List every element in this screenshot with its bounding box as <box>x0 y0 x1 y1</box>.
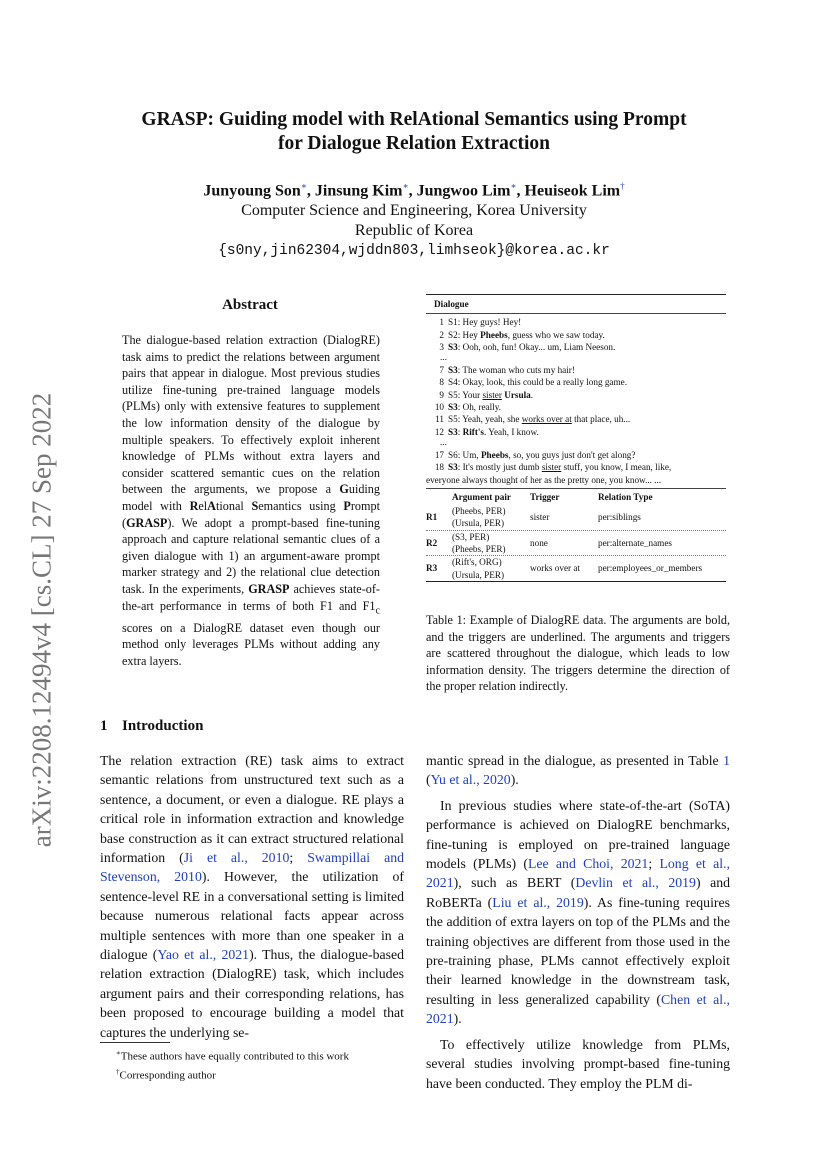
footnotes: ∗These authors have equally contributed to this work †Corresponding author <box>116 1049 349 1082</box>
model-name: GRASP <box>126 515 168 530</box>
trigger-cell: none <box>530 537 548 548</box>
citation-link[interactable]: Lee and Choi, 2021 <box>527 856 649 872</box>
equal-contribution-mark: ∗ <box>402 181 409 191</box>
intro-left-column: The relation extraction (RE) task aims to extract semantic relations from unstructured text such as a sentence, a document, or even a dialogue. RE plays a critical role in information extraction and knowledge base construction as it can extract structured relational information (Ji et al., 2010; Swampillai and Stevenson, 2010). However, the utilization of sentence-level RE in a conversational setting is limited because numerous relational facts appear across multiple sentences with more than one speaker in a dialogue (Yao et al., 2021). Thus, the dialogue-based relation extraction (DialogRE) task, which includes argument pairs and their corresponding relations, has been proposed to encourage building a model that captures the underlying se- <box>100 753 405 1040</box>
argument: Rift's <box>462 426 485 437</box>
author-emails: {s0ny,jin62304,wjddn803,limhseok}@korea.ac.kr <box>218 243 610 260</box>
table-1 <box>426 294 726 582</box>
argument-pair: (S3, PER) (Pheebs, PER) <box>452 531 506 555</box>
dialogue-line: 7 S3: The woman who cuts my hair! <box>439 365 575 376</box>
paper-title <box>100 108 728 156</box>
trigger: sister <box>482 389 502 400</box>
dialogue-line: 11 S5: Yeah, yeah, she works over at that place, uh... <box>435 414 631 425</box>
citation-link[interactable]: Devlin et al., 2019 <box>575 875 696 891</box>
table-reference-link[interactable]: 1 <box>723 753 730 768</box>
relation-id: R2 <box>426 537 438 548</box>
citation-link[interactable]: Ji et al., 2010 <box>183 850 290 866</box>
trigger-cell: works over at <box>530 563 581 574</box>
arxiv-identifier: arXiv:2208.12494v4 [cs.CL] 27 Sep 2022 <box>26 392 57 848</box>
dialogue-line: 3 S3: Ooh, ooh, fun! Okay... um, Liam Neeson. <box>439 341 616 352</box>
relation-type: per:alternate_names <box>598 537 672 548</box>
footnote-divider <box>100 1042 170 1043</box>
dialogue-lines <box>426 314 726 488</box>
relation-type: per:siblings <box>598 512 641 523</box>
relation-id: R3 <box>426 563 438 574</box>
trigger-cell: sister <box>530 512 550 523</box>
intro-right-column: mantic spread in the dialogue, as presented in Table 1 (Yu et al., 2020). In previous studies where state-of-the-art (SoTA) performance is achieved on DialogRE benchmarks, fine-tuning is employed on pre-trained language models (PLMs) (Lee and Choi, 2021; Long et al., 2021), such as BERT (Devlin et al., 2019) and RoBERTa (Liu et al., 2019). As fine-tuning requires the addition of extra layers on top of the PLMs and the training objectives are different from those used in the pre-training phase, PLMs cannot effectively exploit their learned knowledge in the downstream task, resulting in less generalized capability (Chen et al., 2021). To effectively utilize knowledge from PLMs, several studies involving prompt-based fine-tuning have been conducted. They employ the PLM di- <box>426 751 730 1093</box>
intro-paragraph: To effectively utilize knowledge from PLMs, several studies involving prompt-based fine-tuning have been conducted. They employ the PLM di- <box>426 1036 730 1091</box>
author-name: Jinsung Kim <box>314 182 403 200</box>
author-names: Junyoung Son∗, Jinsung Kim∗, Jungwoo Lim∗, Heuiseok Lim† <box>203 181 625 200</box>
relation-table <box>426 489 726 530</box>
dialogue-line: 10 S3: Oh, really. <box>434 402 502 413</box>
dialogue-line: 18 S3: It's mostly just dumb sister stuff, you know, I mean, like, <box>434 462 672 473</box>
relation-table <box>426 556 726 581</box>
relation-id: R1 <box>426 512 438 523</box>
citation-link[interactable]: Swampillai and Stevenson, 2010 <box>100 850 404 885</box>
column-header: Trigger <box>530 491 560 502</box>
section-number: 1 <box>100 718 108 734</box>
dialogue-header: Dialogue <box>434 299 469 309</box>
dialogue-line: 1 S1: Hey guys! Hey! <box>439 317 522 328</box>
relation-type: per:employees_or_members <box>598 563 703 574</box>
dialogue-line: 17 S6: Um, Pheebs, so, you guys just don't get along? <box>434 449 636 460</box>
relation-table <box>426 531 726 556</box>
affiliation: Computer Science and Engineering, Korea University <box>241 202 587 220</box>
dialogue-line-continuation: everyone always thought of her as the pretty one, you know... ... <box>426 474 662 485</box>
column-header <box>426 489 452 505</box>
section-title: Introduction <box>122 718 204 734</box>
column-header: Argument pair <box>452 491 511 502</box>
model-name: GRASP <box>248 581 290 596</box>
corresponding-author-mark: † <box>620 181 625 191</box>
argument-pair: (Rift's, ORG) (Ursula, PER) <box>452 557 505 580</box>
citation-link[interactable]: Chen et al., 2021 <box>426 991 730 1027</box>
title-line-2: for Dialogue Relation Extraction <box>277 133 551 154</box>
footnote-equal-contribution: These authors have equally contributed to this work <box>120 1050 349 1063</box>
citation-link[interactable]: Long et al., 2021 <box>426 856 730 891</box>
dialogue-line: 9 S5: Your sister Ursula. <box>439 389 534 400</box>
argument-pair: (Pheebs, PER) (Ursula, PER) <box>452 506 506 529</box>
author-name: Junyoung Son <box>203 182 301 200</box>
column-header: Relation Type <box>598 491 653 502</box>
abstract-heading: Abstract <box>222 297 278 313</box>
dialogue-line: 2 S2: Hey Pheebs, guess who we saw today. <box>439 329 605 340</box>
section-heading-introduction <box>100 718 203 735</box>
country: Republic of Korea <box>354 222 474 240</box>
author-name: Jungwoo Lim <box>416 182 511 200</box>
dialogue-line: 12 S3: Rift's. Yeah, I know. <box>434 426 539 437</box>
title-line-1: GRASP: Guiding model with RelAtional Semantics using Prompt <box>141 109 687 130</box>
trigger: sister <box>541 462 562 473</box>
equal-contribution-mark: ∗ <box>300 181 307 191</box>
arxiv-sidebar <box>22 360 62 880</box>
footnote-corresponding-author: Corresponding author <box>119 1069 216 1082</box>
trigger: works over at <box>521 414 572 425</box>
citation-link[interactable]: Yao et al., 2021 <box>157 947 250 963</box>
author-block <box>100 176 728 261</box>
table-1-caption: Table 1: Example of DialogRE data. The arguments are bold, and the triggers are underlined. The arguments and triggers are scattered throughout the dialogue, which leads to low information density. The triggers determine the direction of the proper relation indirectly. <box>426 613 730 694</box>
citation-link[interactable]: Yu et al., 2020 <box>430 772 511 788</box>
dialogue-ellipsis: ... <box>440 352 447 363</box>
author-name: Heuiseok Lim <box>524 182 621 200</box>
dialogue-ellipsis: ... <box>440 436 447 447</box>
abstract-text: The dialogue-based relation extraction (DialogRE) task aims to predict the relations between argument pairs that appear in dialogue. Most previous studies utilize fine-tuning pre-trained language models (PLMs) only with extensive features to supplement the low information density of the dialogue by multiple speakers. To effectively exploit inherent knowledge of PLMs without extra layers and consider scattered semantic cues on the relation between the arguments, we propose a Guiding model with RelAtional Semantics using Prompt (GRASP). We adopt a prompt-based fine-tuning approach and capture relational semantic clues of a given dialogue with 1) an argument-aware prompt marker strategy and 2) the relational clue detection task. In the experiments, GRASP achieves state-of-the-art performance in terms of both F1 and $F1_c$ scores on a DialogRE dataset even though our method only leverages PLMs without adding any extra layers. <box>122 333 380 668</box>
dialogue-line: 8 S4: Okay, look, this could be a really long game. <box>439 377 628 388</box>
citation-link[interactable]: Liu et al., 2019 <box>492 894 584 910</box>
argument: Ursula <box>504 389 531 400</box>
argument: Pheebs <box>480 449 509 460</box>
equal-contribution-mark: ∗ <box>510 181 517 191</box>
